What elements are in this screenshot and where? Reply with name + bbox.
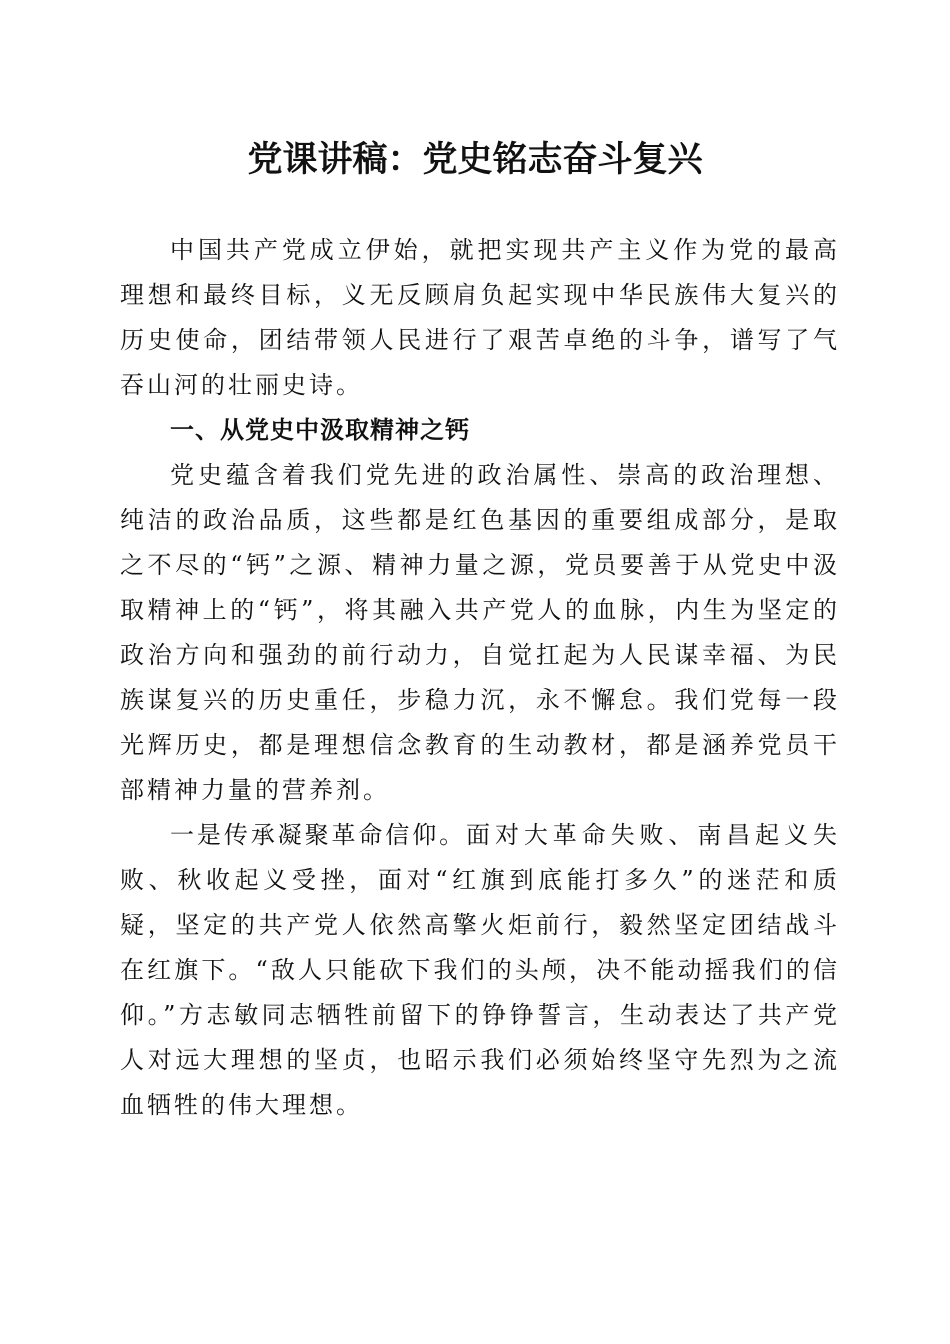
paragraph-section-1: 党史蕴含着我们党先进的政治属性、崇高的政治理想、纯洁的政治品质，这些都是红色基因的重要组成部分，是取之不尽的“钙”之源、精神力量之源，党员要善于从党史中汲取精神上的“钙”，将其融入共产党人的血脉，内生为坚定的政治方向和强劲的前行动力，自觉扛起为人民谋幸福、为民族谋复兴的历史重任，步稳力沉，永不懈怠。我们党每一段光辉历史，都是理想信念教育的生动教材，都是涵养党员干部精神力量的营养剂。: [120, 461, 840, 804]
point-1-body: 面对大革命失败、南昌起义失败、秋收起义受挫，面对“红旗到底能打多久”的迷茫和质疑，坚定的共产党人依然高擎火炬前行，毅然坚定团结战斗在红旗下。“敌人只能砍下我们的头颅，决不能动摇我们的信仰。”方志敏同志牺牲前留下的铮铮誓言，生动表达了共产党人对远大理想的坚贞，也昭示我们必须始终坚守先烈为之流血牺牲的伟大理想。: [120, 821, 841, 1119]
document-title: 党课讲稿：党史铭志奋斗复兴: [247, 139, 703, 180]
document-body: [120, 228, 840, 1128]
point-1-lead: 一是传承凝聚革命信仰。: [170, 821, 467, 849]
paragraph-intro: 中国共产党成立伊始，就把实现共产主义作为党的最高理想和最终目标，义无反顾肩负起实现中华民族伟大复兴的历史使命，团结带领人民进行了艰苦卓绝的斗争，谱写了气吞山河的壮丽史诗。: [120, 236, 840, 399]
paragraph-point-1: [120, 813, 840, 1128]
section-heading-1: 一、从党史中汲取精神之钙: [170, 416, 470, 444]
